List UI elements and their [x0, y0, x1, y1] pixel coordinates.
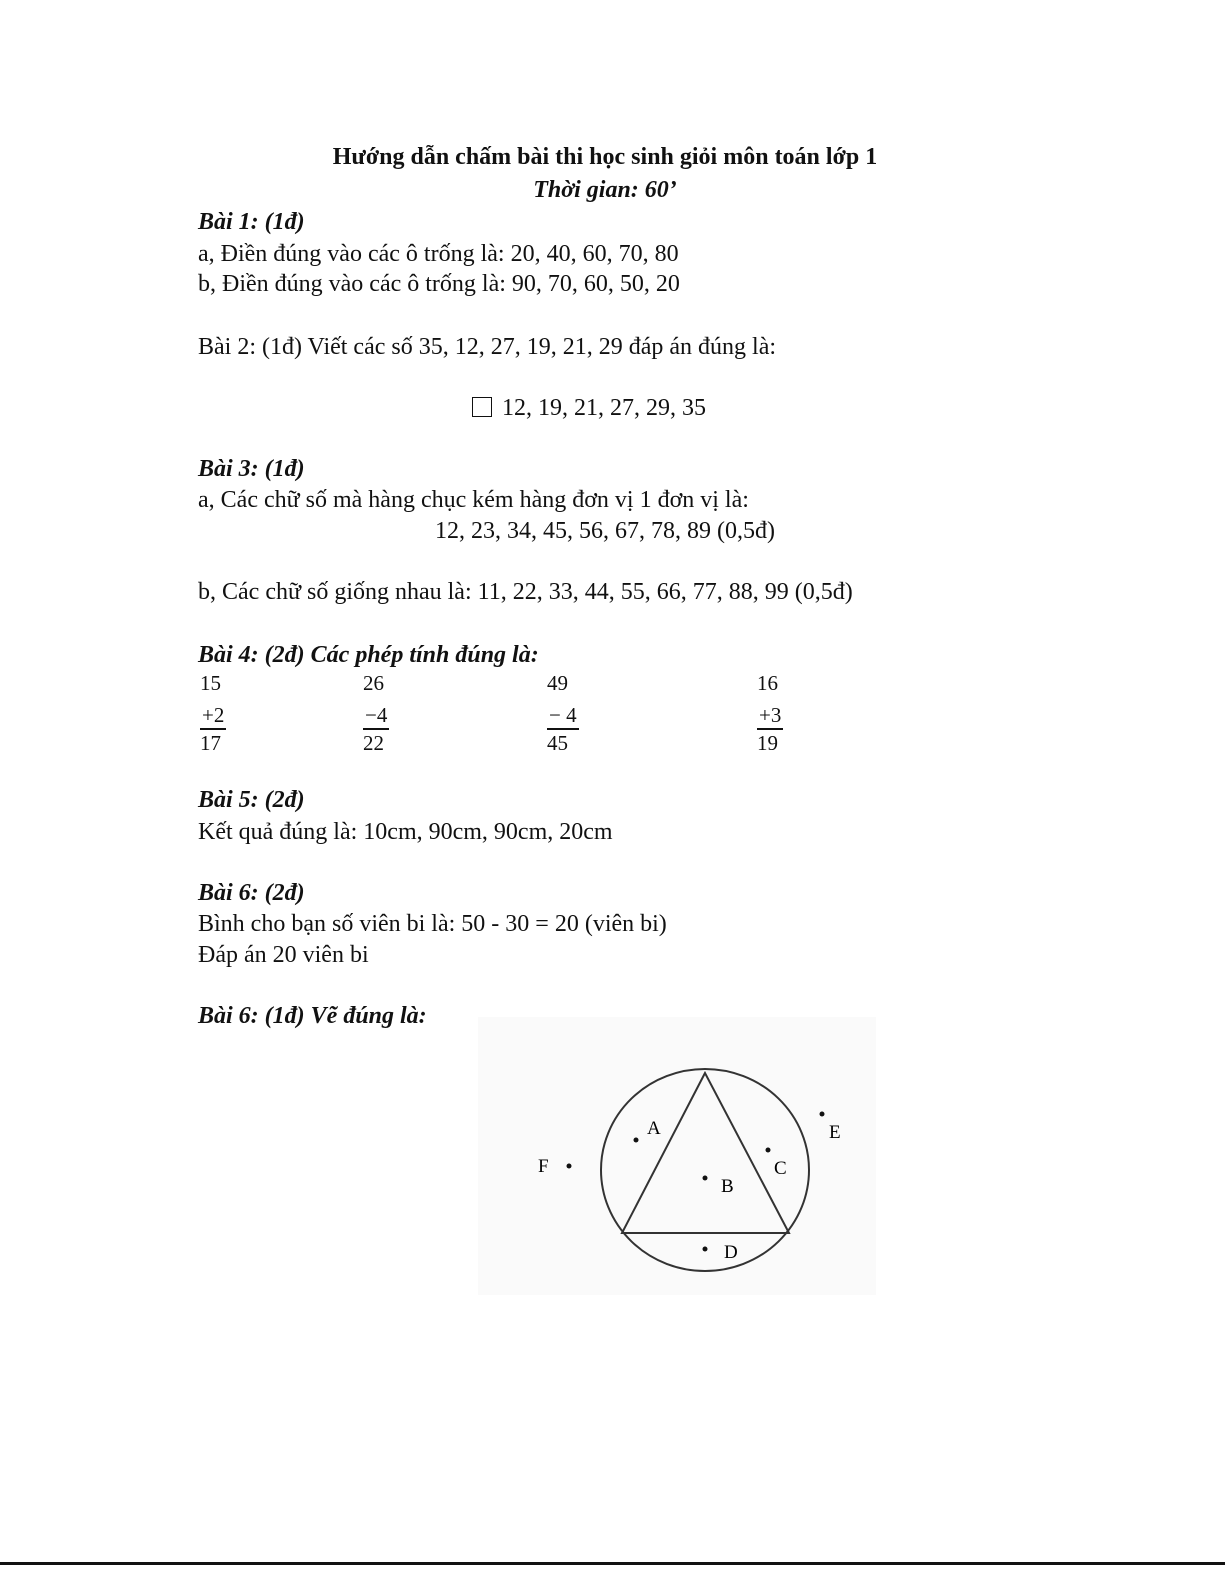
bai6-line2: Đáp án 20 viên bi — [198, 942, 369, 968]
calc-top: 15 — [200, 671, 221, 695]
point-c-label: C — [774, 1158, 787, 1179]
calc-result: 19 — [757, 731, 778, 755]
point-f-label: F — [538, 1156, 549, 1177]
bai4-heading: Bài 4: (2đ) Các phép tính đúng là: — [198, 642, 539, 668]
calc-top: 16 — [757, 671, 778, 695]
bottom-border — [0, 1562, 1225, 1565]
point-d-label: D — [724, 1242, 738, 1263]
bai5-text: Kết quả đúng là: 10cm, 90cm, 90cm, 20cm — [198, 819, 613, 845]
point-c-dot — [766, 1148, 771, 1153]
document-subtitle: Thời gian: 60’ — [533, 177, 677, 203]
bai6-line1: Bình cho bạn số viên bi là: 50 - 30 = 20 (viên bi) — [198, 911, 667, 937]
document-title: Hướng dẫn chấm bài thi học sinh giỏi môn toán lớp 1 — [332, 144, 878, 170]
bai1-a: a, Điền đúng vào các ô trống là: 20, 40, 60, 70, 80 — [198, 241, 679, 267]
bai5-heading: Bài 5: (2đ) — [198, 787, 305, 813]
bai2-text: Bài 2: (1đ) Viết các số 35, 12, 27, 19, 21, 29 đáp án đúng là: — [198, 334, 777, 360]
bai3-heading: Bài 3: (1đ) — [198, 456, 305, 482]
point-e-dot — [820, 1112, 825, 1117]
calc-op: − 4 — [547, 702, 579, 730]
bai3-a-answer: 12, 23, 34, 45, 56, 67, 78, 89 (0,5đ) — [435, 518, 775, 544]
point-b-dot — [703, 1176, 708, 1181]
calc-op: +3 — [757, 702, 783, 730]
calc-op: +2 — [200, 702, 226, 730]
calc-result: 45 — [547, 731, 568, 755]
bai6-heading: Bài 6: (2đ) — [198, 880, 305, 906]
calc-op: −4 — [363, 702, 389, 730]
point-f-dot — [567, 1164, 572, 1169]
point-d-dot — [703, 1247, 708, 1252]
calc-top: 26 — [363, 671, 384, 695]
bai3-b: b, Các chữ số giống nhau là: 11, 22, 33, 44, 55, 66, 77, 88, 99 (0,5đ) — [198, 579, 853, 605]
point-a-dot — [634, 1138, 639, 1143]
bai7-heading: Bài 6: (1đ) Vẽ đúng là: — [198, 1003, 427, 1029]
point-a-label: A — [647, 1118, 661, 1139]
point-e-label: E — [829, 1122, 841, 1143]
bai3-a: a, Các chữ số mà hàng chục kém hàng đơn vị 1 đơn vị là: — [198, 487, 749, 513]
point-b-label: B — [721, 1176, 734, 1197]
bai1-heading: Bài 1: (1đ) — [198, 209, 305, 235]
calc-top: 49 — [547, 671, 568, 695]
bai2-answer: 12, 19, 21, 27, 29, 35 — [502, 395, 706, 421]
bai1-b: b, Điền đúng vào các ô trống là: 90, 70, 60, 50, 20 — [198, 271, 680, 297]
calc-result: 17 — [200, 731, 221, 755]
calc-result: 22 — [363, 731, 384, 755]
